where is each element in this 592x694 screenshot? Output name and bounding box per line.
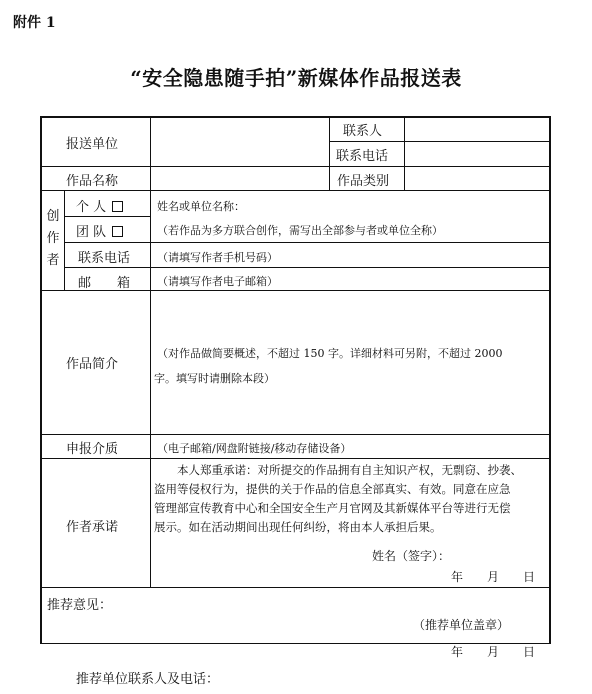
work-name-label: 作品名称 [66, 174, 119, 189]
signature-label: 姓名（签字）： [372, 549, 451, 563]
pledge-label: 作者承诺 [66, 520, 119, 535]
name-hint: 姓名或单位名称： [157, 200, 245, 213]
recommend-contact-label: 推荐单位联系人及电话： [76, 672, 220, 687]
individual-label: 个 人 [76, 200, 107, 215]
email-label: 邮 箱 [78, 276, 131, 291]
contact-person-field[interactable] [406, 118, 548, 140]
email-hint: （请填写作者电子邮箱） [157, 275, 278, 288]
submit-unit-field[interactable] [152, 118, 328, 165]
submit-unit-label: 报送单位 [66, 137, 119, 152]
contact-phone-field[interactable] [406, 143, 548, 165]
individual-checkbox[interactable] [112, 201, 123, 212]
work-category-label: 作品类别 [337, 174, 390, 189]
pledge-line: 盗用等侵权行为，提供的关于作品的信息全部真实、有效。同意在应急 [154, 482, 511, 496]
author-label: 创作者 [46, 209, 60, 268]
intro-hint-line1: （对作品做简要概述，不超过 150 字。详细材料可另附，不超过 2000 [157, 347, 503, 360]
contact-person-label: 联系人 [343, 124, 383, 139]
team-hint: （若作品为多方联合创作，需写出全部参与者或单位全称） [157, 224, 443, 237]
author-phone-label: 联系电话 [78, 251, 131, 266]
medium-label: 申报介质 [66, 442, 119, 457]
medium-hint: （电子邮箱/网盘附链接/移动存储设备） [157, 442, 352, 455]
pledge-text [154, 461, 548, 537]
team-checkbox[interactable] [112, 226, 123, 237]
individual-option[interactable] [76, 196, 123, 215]
table-border-left [40, 116, 42, 644]
pledge-line: 管理部宣传教育中心和全国安全生产月官网及其新媒体平台等进行无偿 [154, 501, 511, 515]
intro-label: 作品简介 [66, 357, 119, 372]
contact-phone-label: 联系电话 [336, 149, 389, 164]
form-title: “安全隐患随手拍”新媒体作品报送表 [130, 66, 462, 90]
author-phone-hint: （请填写作者手机号码） [157, 251, 278, 264]
recommend-date: 年 月 日 [451, 645, 536, 659]
intro-hint-line2: 字。填写时请删除本段） [154, 372, 275, 385]
pledge-line: 本人郑重承诺：对所提交的作品拥有自主知识产权，无剽窃、抄袭、 [154, 463, 522, 477]
team-label: 团 队 [76, 225, 107, 240]
intro-field[interactable] [152, 292, 548, 433]
attachment-label: 附件 1 [13, 15, 56, 31]
team-option[interactable] [76, 221, 123, 240]
pledge-date: 年 月 日 [451, 570, 536, 584]
stamp-label: （推荐单位盖章） [413, 618, 510, 632]
table-border-right [549, 116, 551, 644]
recommend-label: 推荐意见： [47, 598, 113, 613]
work-name-field[interactable] [152, 168, 328, 189]
pledge-line: 展示。如在活动期间出现任何纠纷，将由本人承担后果。 [154, 520, 442, 534]
work-category-field[interactable] [406, 168, 548, 189]
